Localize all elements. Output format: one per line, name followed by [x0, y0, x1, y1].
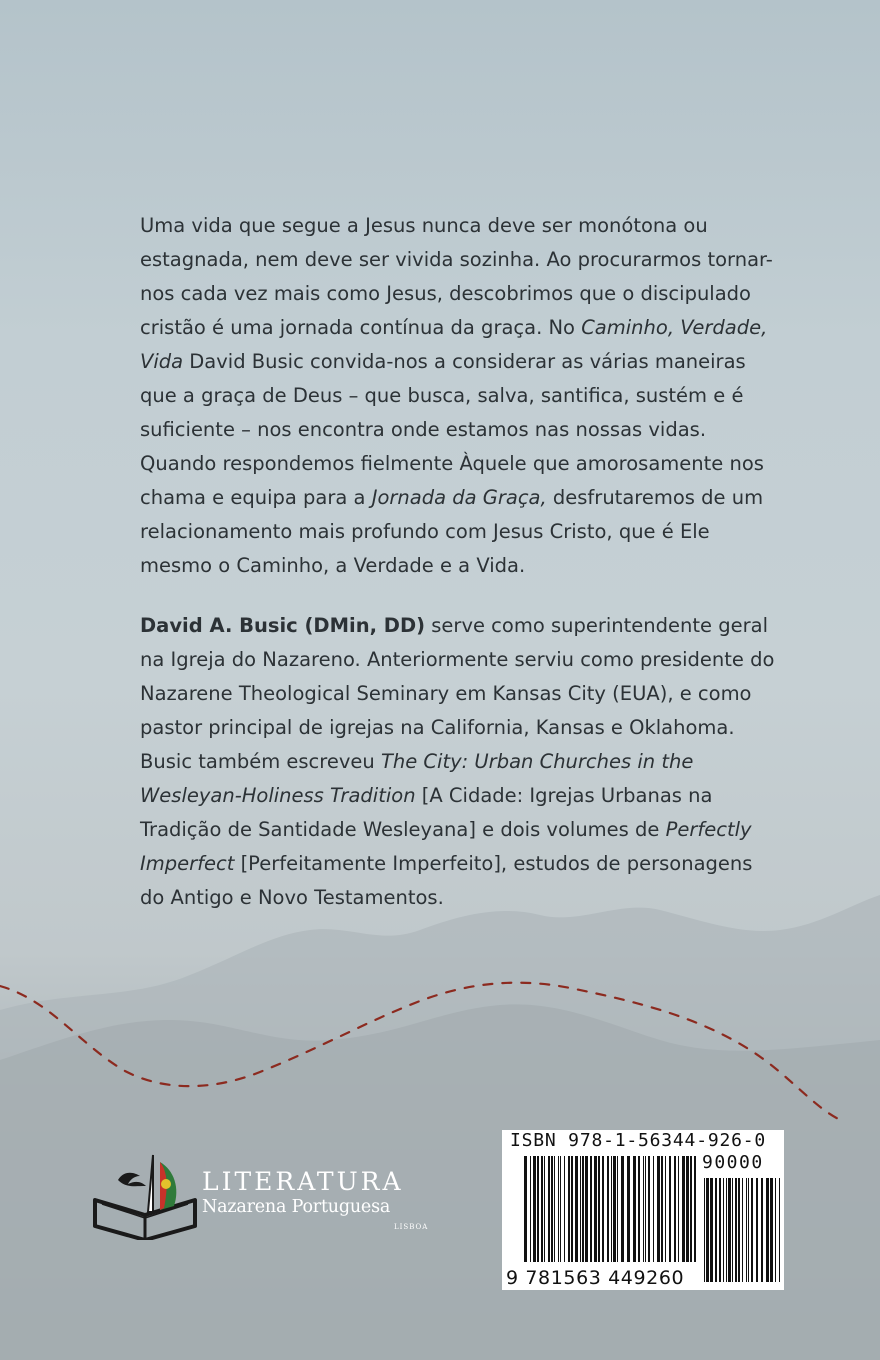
- barcode-bar: [611, 1156, 612, 1262]
- barcode-bar: [590, 1156, 592, 1262]
- barcode-bar: [715, 1178, 717, 1282]
- book-mention-perfectly-imperfect: Perfectly Imperfect: [140, 818, 752, 875]
- barcode-bar: [554, 1156, 555, 1262]
- publisher-wordmark: LITERATURA: [202, 1167, 404, 1196]
- barcode-bar: [728, 1178, 731, 1282]
- barcode-bar: [735, 1178, 737, 1282]
- barcode-bar: [766, 1178, 769, 1282]
- author-bio: David A. Busic (DMin, DD) serve como superintendente geral na Igreja do Nazareno. Anteriormente serviu como presidente do Nazarene Theological Seminary em Kansas City (EUA), e como pastor principal de igrejas na California, Kansas e Oklahoma. Busic também escreveu The City: Urban Churches in the Wesleyan-Holiness Tradition [A Cidade: Igrejas Urbanas na Tradição de Santidade Wesleyana] e dois volumes de Perfectly Imperfect [Perfeitamente Imperfeito], estudos de personagens do Antigo e Novo Testamentos.: [140, 614, 775, 909]
- barcode-bar: [617, 1156, 618, 1262]
- barcode-bar: [582, 1156, 584, 1262]
- barcode-bar: [665, 1156, 666, 1262]
- barcode-bar: [598, 1156, 600, 1262]
- barcode-bar: [638, 1156, 640, 1262]
- barcode-bar: [621, 1156, 624, 1262]
- barcode-bar: [751, 1178, 753, 1282]
- barcode-bar: [775, 1178, 776, 1282]
- barcode-bar: [694, 1156, 696, 1262]
- barcode-bar: [643, 1156, 644, 1262]
- barcode-bar: [669, 1156, 671, 1262]
- barcode-bar: [653, 1156, 654, 1262]
- barcode-bar: [742, 1178, 743, 1282]
- barcode-bar: [568, 1156, 570, 1262]
- barcode-bar: [530, 1156, 531, 1262]
- barcode-bar: [551, 1156, 553, 1262]
- barcode-bar: [537, 1156, 539, 1262]
- barcode-bar: [548, 1156, 550, 1262]
- publisher-subtitle: Nazarena Portuguesa: [202, 1197, 391, 1217]
- journey-title-mention: Jornada da Graça,: [371, 486, 547, 509]
- barcode-bar: [544, 1156, 545, 1262]
- book-mention-the-city: The City: Urban Churches in the Wesleyan-Holiness Tradition: [140, 750, 694, 807]
- barcode-bar: [657, 1156, 660, 1262]
- barcode-bar: [732, 1178, 733, 1282]
- barcode-bar: [704, 1178, 705, 1282]
- barcode-bar: [682, 1156, 685, 1262]
- barcode-bar: [756, 1178, 758, 1282]
- barcode-bar: [746, 1178, 747, 1282]
- barcode-bar: [645, 1156, 646, 1262]
- price-addon-number: 90000: [702, 1152, 764, 1173]
- barcode-bar: [585, 1156, 588, 1262]
- barcode-bar: [564, 1156, 565, 1262]
- publisher-city: LISBOA: [394, 1223, 429, 1231]
- barcode-bar: [594, 1156, 597, 1262]
- author-name: David A. Busic (DMin, DD): [140, 614, 426, 637]
- barcode-bar: [738, 1178, 740, 1282]
- barcode-bar: [748, 1178, 749, 1282]
- book-title-mention: Caminho, Verdade, Vida: [140, 316, 768, 373]
- barcode-bar: [674, 1156, 676, 1262]
- barcode-bar: [648, 1156, 650, 1262]
- barcode-bar: [524, 1156, 527, 1262]
- barcode-bar: [541, 1156, 543, 1262]
- barcode-bar: [661, 1156, 663, 1262]
- barcode-bar: [560, 1156, 561, 1262]
- barcode-bar: [558, 1156, 559, 1262]
- barcode-bar: [761, 1178, 763, 1282]
- barcode-bar: [627, 1156, 630, 1262]
- isbn-text: ISBN 978-1-56344-926-0: [510, 1130, 767, 1151]
- barcode-bar: [719, 1178, 721, 1282]
- barcode-bar: [533, 1156, 536, 1262]
- barcode-bar: [678, 1156, 679, 1262]
- isbn-barcode: [502, 1130, 784, 1290]
- barcode-bar: [706, 1178, 709, 1282]
- barcode-bar: [580, 1156, 581, 1262]
- barcode-bar: [607, 1156, 609, 1262]
- barcode-bar: [686, 1156, 689, 1262]
- barcode-bar: [779, 1178, 780, 1282]
- barcode-bar: [726, 1178, 727, 1282]
- barcode-bar: [770, 1178, 773, 1282]
- barcode-bar: [613, 1156, 616, 1262]
- open-book-sailboat-dove-icon: [95, 1155, 195, 1240]
- book-description: Uma vida que segue a Jesus nunca deve ser monótona ou estagnada, nem deve ser vivida sozinha. Ao procurarmos tornar-nos cada vez mais como Jesus, descobrimos que o discipulado cristão é uma jornada contínua da graça. No Caminho, Verdade, Vida David Busic convida-nos a considerar as várias maneiras que a graça de Deus – que busca, salva, santifica, sustém e é suficiente – nos encontra onde estamos nas nossas vidas. Quando respondemos fielmente Àquele que amorosamente nos chama e equipa para a Jornada da Graça, desfrutaremos de um relacionamento mais profundo com Jesus Cristo, que é Ele mesmo o Caminho, a Verdade e a Vida.: [140, 214, 773, 577]
- barcode-bar: [602, 1156, 604, 1262]
- barcode-bar: [633, 1156, 636, 1262]
- barcode-bar: [710, 1178, 713, 1282]
- barcode-bar: [571, 1156, 573, 1262]
- barcode-bar: [575, 1156, 578, 1262]
- barcode-digits: 9 781563 449260: [506, 1267, 685, 1289]
- barcode-bar: [723, 1178, 724, 1282]
- barcode-bar: [690, 1156, 692, 1262]
